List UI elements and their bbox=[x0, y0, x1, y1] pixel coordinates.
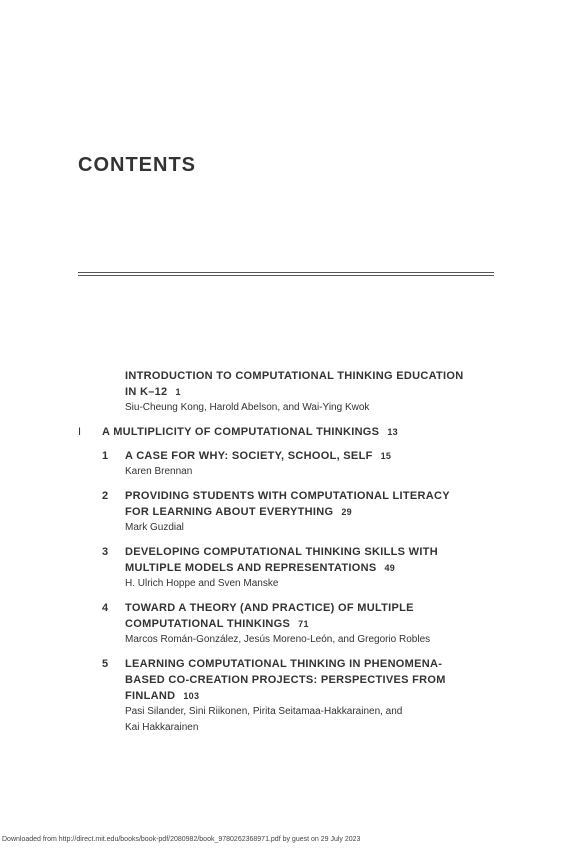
chapter-page-number: 103 bbox=[183, 691, 200, 701]
chapter-title bbox=[125, 656, 485, 704]
chapter-title-line: COMPUTATIONAL THINKINGS 71 bbox=[125, 618, 309, 630]
chapter-title-line: A CASE FOR WHY: SOCIETY, SCHOOL, SELF 15 bbox=[125, 450, 392, 462]
chapter-title-line: TOWARD A THEORY (AND PRACTICE) OF MULTIPLE bbox=[125, 602, 414, 614]
chapter-authors bbox=[125, 520, 485, 536]
chapter-title bbox=[125, 448, 485, 464]
divider-rule-top bbox=[78, 272, 494, 273]
chapter-authors-line: Kai Hakkarainen bbox=[125, 722, 199, 733]
page-heading: CONTENTS bbox=[78, 154, 196, 176]
chapter-title-line: LEARNING COMPUTATIONAL THINKING IN PHENOMENA- bbox=[125, 658, 443, 670]
chapter-title-line: BASED CO-CREATION PROJECTS: PERSPECTIVES FROM bbox=[125, 674, 446, 686]
intro-authors: Siu-Cheung Kong, Harold Abelson, and Wai-Ying Kwok bbox=[125, 402, 370, 413]
chapter-number: 1 bbox=[102, 450, 109, 462]
chapter-title-line: FOR LEARNING ABOUT EVERYTHING 29 bbox=[125, 506, 352, 518]
chapter-authors bbox=[125, 704, 485, 736]
intro-title bbox=[125, 368, 485, 400]
chapter-title-line: PROVIDING STUDENTS WITH COMPUTATIONAL LITERACY bbox=[125, 490, 450, 502]
chapter-number: 2 bbox=[102, 490, 109, 502]
part-title: A MULTIPLICITY OF COMPUTATIONAL THINKINGS 13 bbox=[102, 426, 398, 438]
chapter-title bbox=[125, 544, 485, 576]
chapter-authors-line: Marcos Román-González, Jesús Moreno-León, and Gregorio Robles bbox=[125, 634, 431, 645]
chapter-title-line: FINLAND 103 bbox=[125, 690, 200, 702]
chapter-page-number: 71 bbox=[298, 619, 309, 629]
intro-page-number: 1 bbox=[175, 387, 181, 397]
chapter-title bbox=[125, 488, 485, 520]
chapter-title bbox=[125, 600, 485, 632]
chapter-page-number: 49 bbox=[384, 563, 396, 573]
chapter-page-number: 15 bbox=[380, 451, 392, 461]
chapter-authors-line: Mark Guzdial bbox=[125, 522, 184, 533]
chapter-number: 4 bbox=[102, 602, 109, 614]
download-footer: Downloaded from http://direct.mit.edu/books/book-pdf/2080982/book_9780262368971.pdf by guest on 29 July 2023 bbox=[2, 836, 361, 843]
chapter-authors bbox=[125, 464, 485, 480]
chapter-title-line: DEVELOPING COMPUTATIONAL THINKING SKILLS WITH bbox=[125, 546, 438, 558]
chapter-authors-line: Pasi Silander, Sini Riikonen, Pirita Seitamaa-Hakkarainen, and bbox=[125, 706, 403, 717]
chapter-page-number: 29 bbox=[341, 507, 352, 517]
chapter-authors bbox=[125, 576, 485, 592]
intro-title-line-2: IN K–12 1 bbox=[125, 386, 181, 398]
chapter-authors bbox=[125, 632, 485, 648]
chapter-title-line: MULTIPLE MODELS AND REPRESENTATIONS 49 bbox=[125, 562, 396, 574]
chapter-authors-line: H. Ulrich Hoppe and Sven Manske bbox=[125, 578, 279, 589]
divider-rule-bottom bbox=[78, 275, 494, 276]
chapter-number: 3 bbox=[102, 546, 109, 558]
intro-title-line-1: INTRODUCTION TO COMPUTATIONAL THINKING EDUCATION bbox=[125, 370, 464, 382]
part-number: I bbox=[78, 426, 82, 438]
chapter-authors-line: Karen Brennan bbox=[125, 466, 193, 477]
chapter-number: 5 bbox=[102, 658, 109, 670]
part-page-number: 13 bbox=[387, 427, 398, 437]
